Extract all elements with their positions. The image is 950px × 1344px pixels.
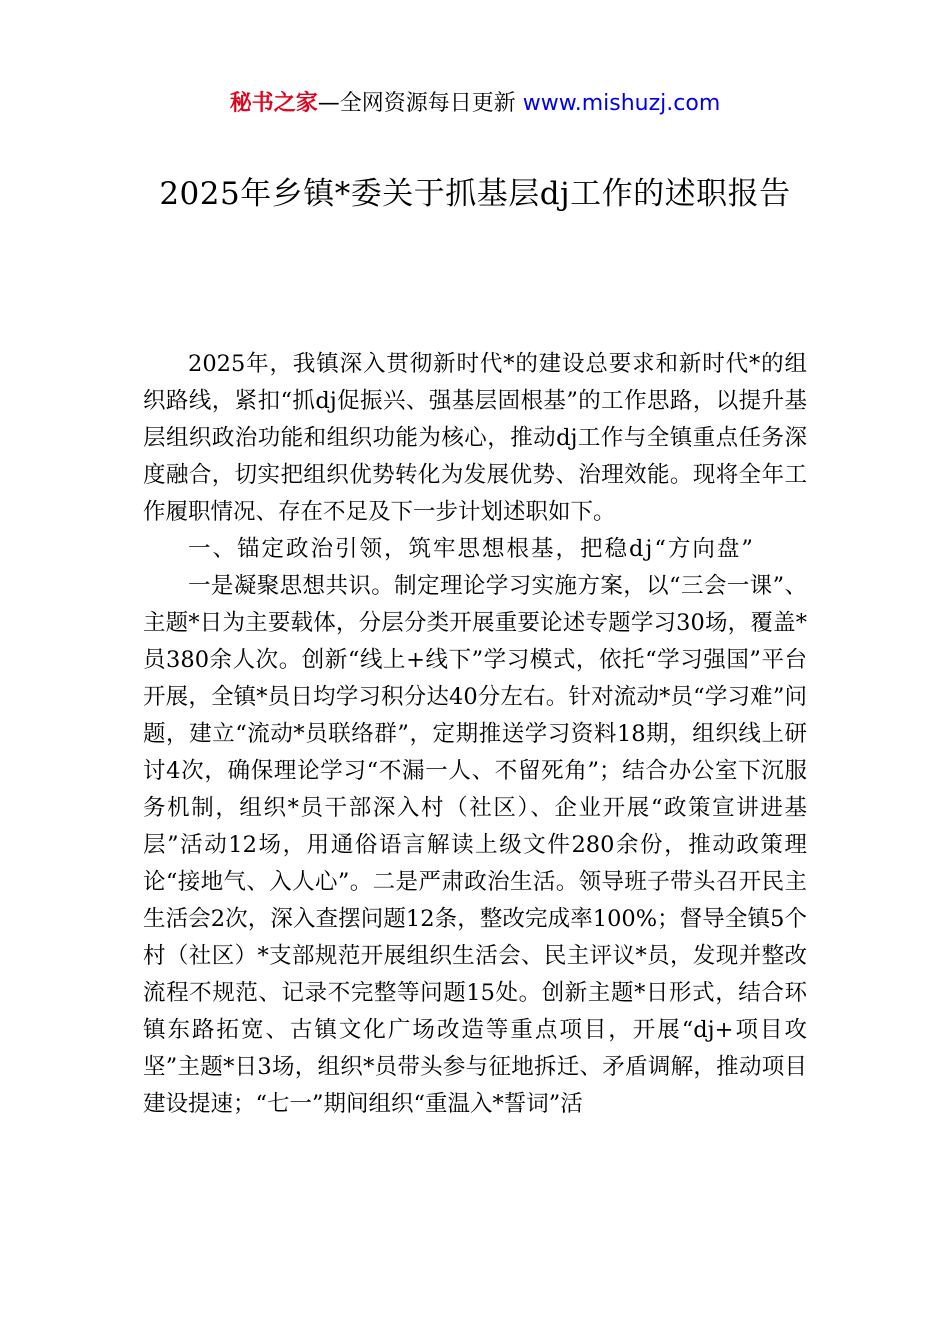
site-url-link[interactable]: www.mishuzj.com: [522, 91, 721, 116]
document-body: [143, 346, 807, 1123]
section-heading: 一、锚定政治引领，筑牢思想根基，把稳dj“方向盘”: [188, 536, 755, 562]
site-tagline: —全网资源每日更新: [317, 91, 523, 116]
section-paragraph: 一是凝聚思想共识。制定理论学习实施方案，以“三会一课”、主题*日为主要载体，分层分类开展重要论述专题学习30场，覆盖*员380余人次。创新“线上+线下”学习模式，依托“学习强国”平台开展，全镇*员日均学习积分达40分左右。针对流动*员“学习难”问题，建立“流动*员联络群”，定期推送学习资料18期，组织线上研讨4次，确保理论学习“不漏一人、不留死角”；结合办公室下沉服务机制，组织*员干部深入村（社区）、企业开展“政策宣讲进基层”活动12场，用通俗语言解读上级文件280余份，推动政策理论“接地气、入人心”。二是严肃政治生活。领导班子带头召开民主生活会2次，深入查摆问题12条，整改完成率100%；督导全镇5个村（社区）*支部规范开展组织生活会、民主评议*员，发现并整改流程不规范、记录不完整等问题15处。创新主题*日形式，结合环镇东路拓宽、古镇文化广场改造等重点项目，开展“dj+项目攻坚”主题*日3场，组织*员带头参与征地拆迁、矛盾调解，推动项目建设提速；“七一”期间组织“重温入*誓词”活: [143, 573, 807, 1117]
site-header: [0, 86, 950, 122]
intro-paragraph: 2025年，我镇深入贯彻新时代*的建设总要求和新时代*的组织路线，紧扣“抓dj促振兴、强基层固根基”的工作思路，以提升基层组织政治功能和组织功能为核心，推动dj工作与全镇重点任务深度融合，切实把组织优势转化为发展优势、治理效能。现将全年工作履职情况、存在不足及下一步计划述职如下。: [143, 351, 807, 525]
site-name: 秘书之家: [229, 91, 318, 116]
document-title: 2025年乡镇*委关于抓基层dj工作的述职报告: [159, 176, 791, 212]
